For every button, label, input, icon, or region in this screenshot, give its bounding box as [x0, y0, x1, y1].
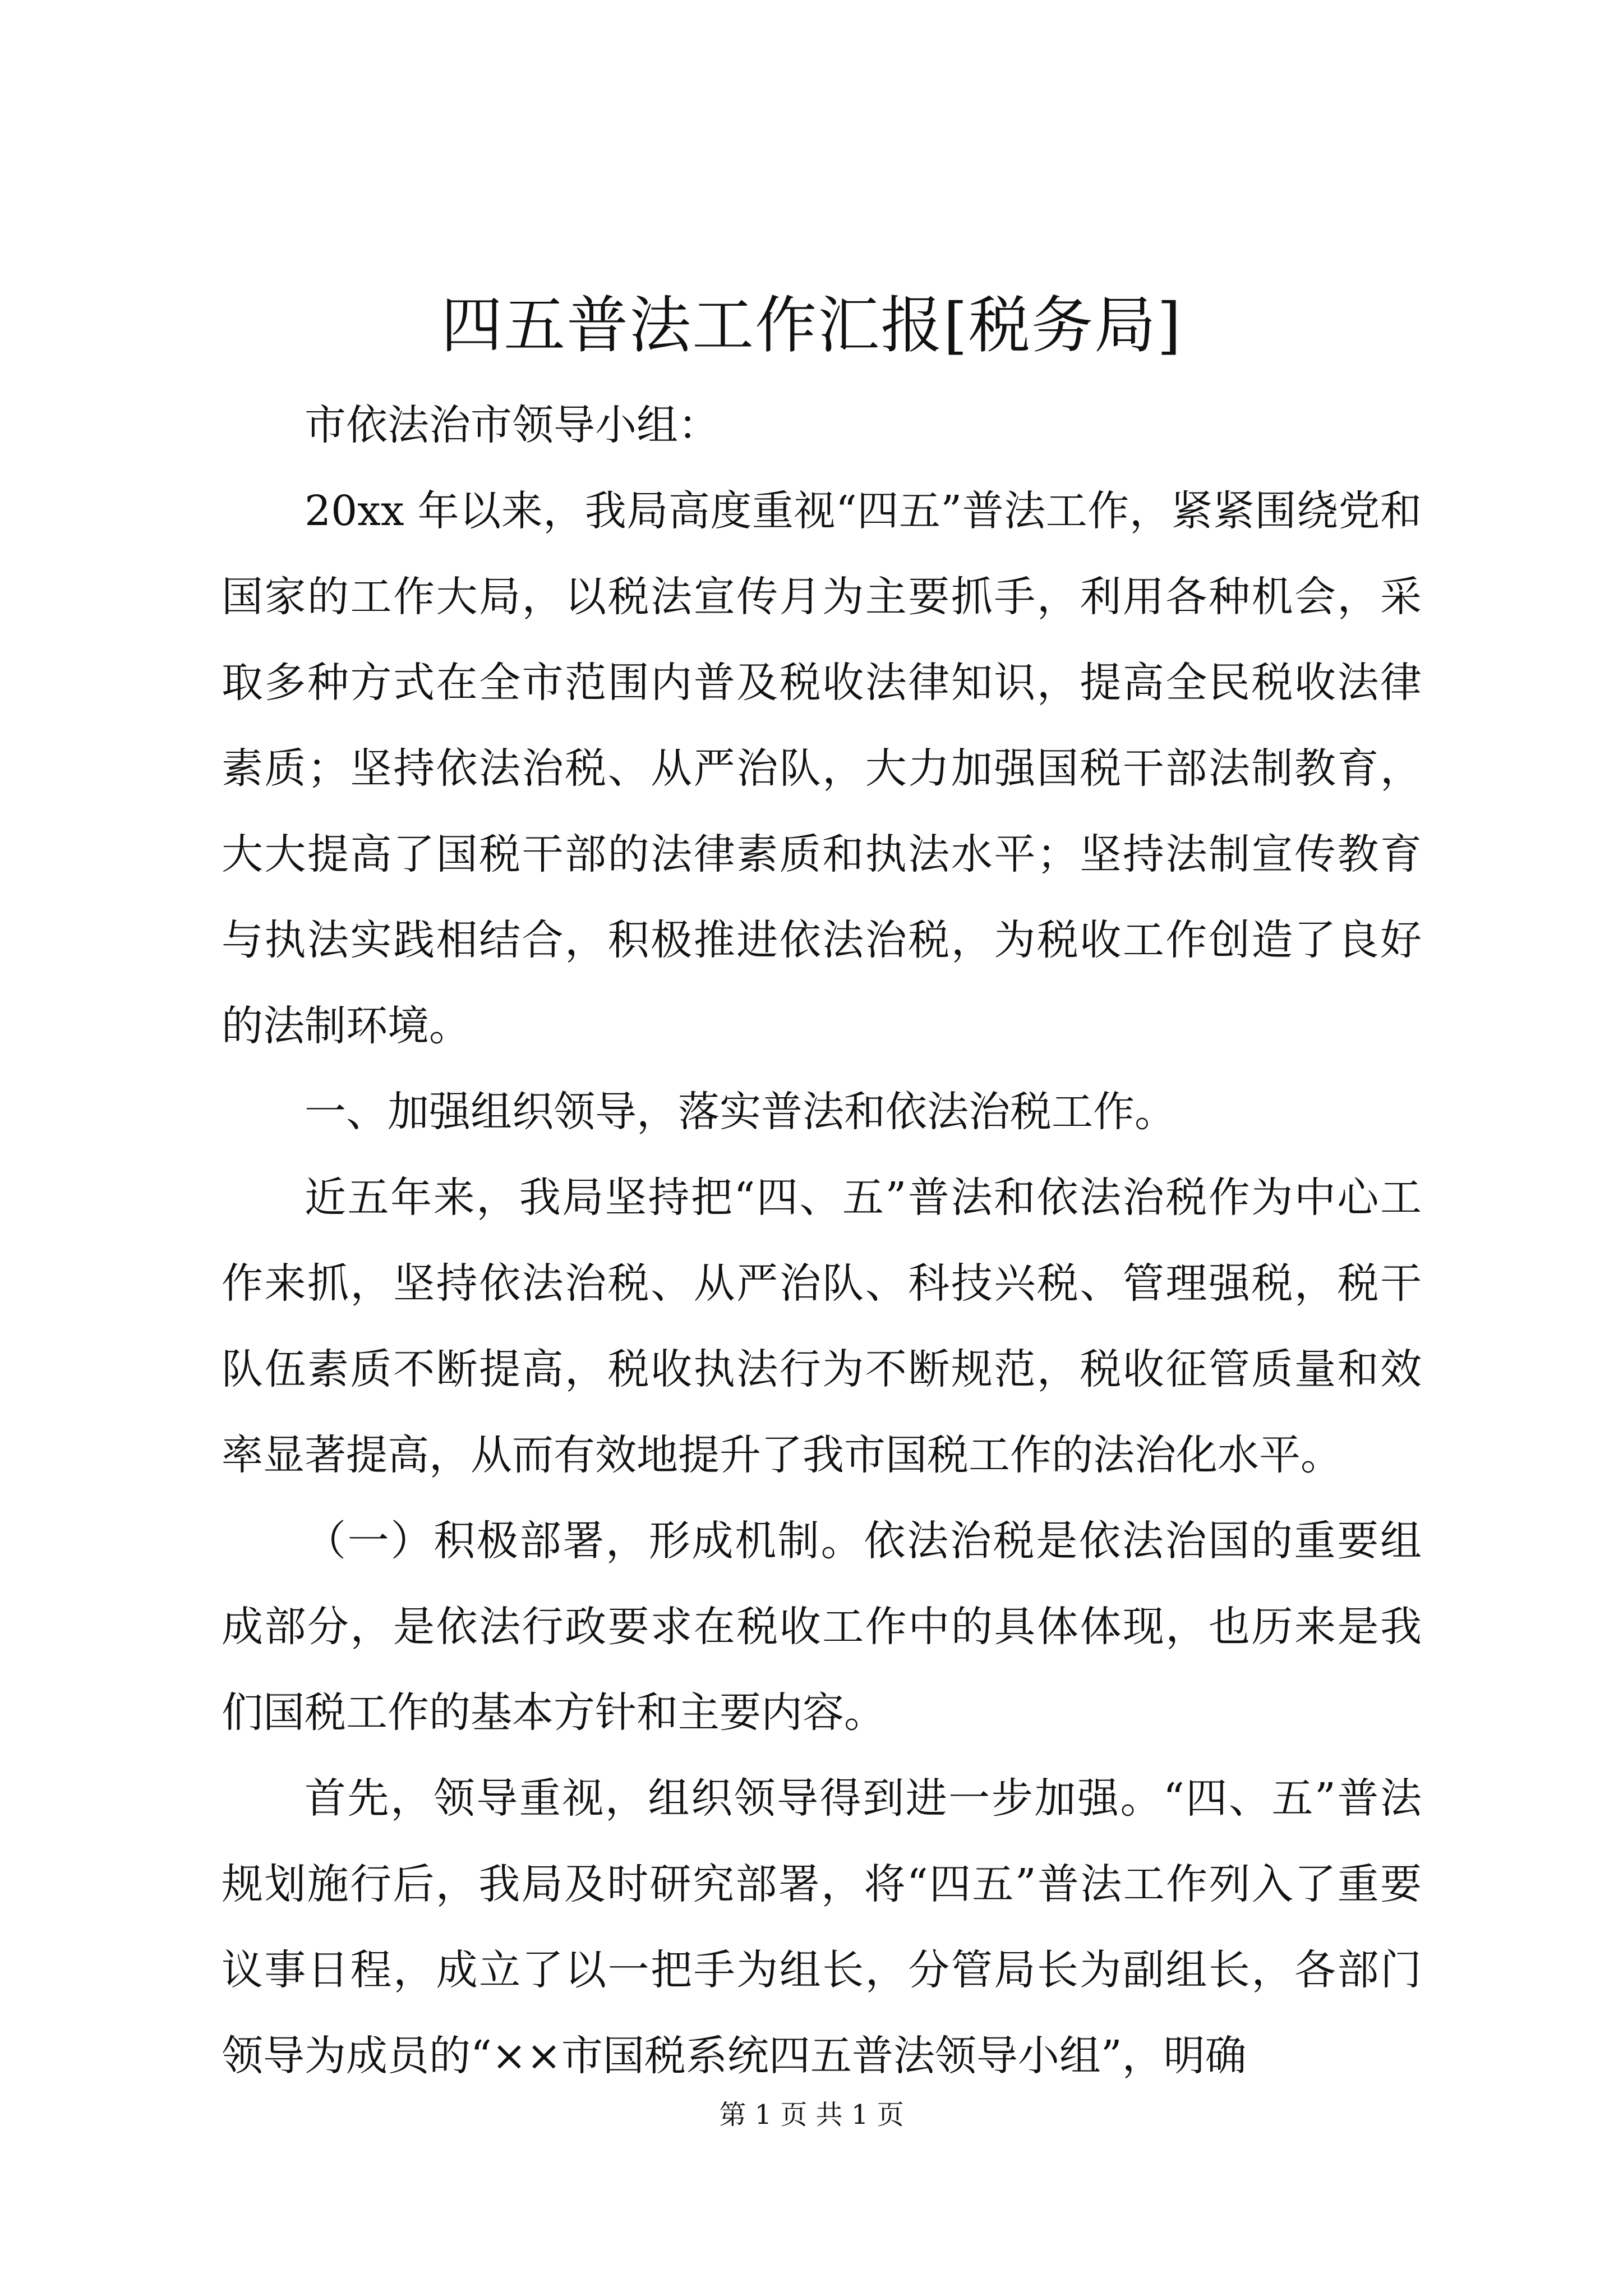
document-title: 四五普法工作汇报[税务局] — [441, 289, 1182, 361]
subsection-1-paragraph: （一）积极部署，形成机制。依法治税是依法治国的重要组成部分，是依法行政要求在税收工作中的具体体现，也历来是我们国税工作的基本方针和主要内容。 — [222, 1517, 1422, 1737]
leadership-paragraph: 首先，领导重视，组织领导得到进一步加强。“四、五”普法规划施行后，我局及时研究部署，将“四五”普法工作列入了重要议事日程，成立了以一把手为组长，分管局长为副组长，各部门领导为成员的“××市国税系统四五普法领导小组”，明确 — [222, 1774, 1422, 2080]
document-body — [222, 383, 1422, 2099]
section-heading-1: 一、加强组织领导，落实普法和依法治税工作。 — [305, 1088, 1176, 1136]
section-1-paragraph: 近五年来，我局坚持把“四、五”普法和依法治税作为中心工作来抓，坚持依法治税、从严治队、科技兴税、管理强税，税干队伍素质不断提高，税收执法行为不断规范，税收征管质量和效率显著提高，从而有效地提升了我市国税工作的法治化水平。 — [222, 1174, 1422, 1479]
page-number-footer: 第 1 页 共 1 页 — [719, 2099, 904, 2131]
salutation-paragraph: 市依法治市领导小组： — [305, 401, 720, 449]
intro-paragraph: 20xx 年以来，我局高度重视“四五”普法工作，紧紧围绕党和国家的工作大局，以税法宣传月为主要抓手，利用各种机会，采取多种方式在全市范围内普及税收法律知识，提高全民税收法律素质；坚持依法治税、从严治队，大力加强国税干部法制教育，大大提高了国税干部的法律素质和执法水平；坚持法制宣传教育与执法实践相结合，积极推进依法治税，为税收工作创造了良好的法制环境。 — [222, 487, 1422, 1050]
